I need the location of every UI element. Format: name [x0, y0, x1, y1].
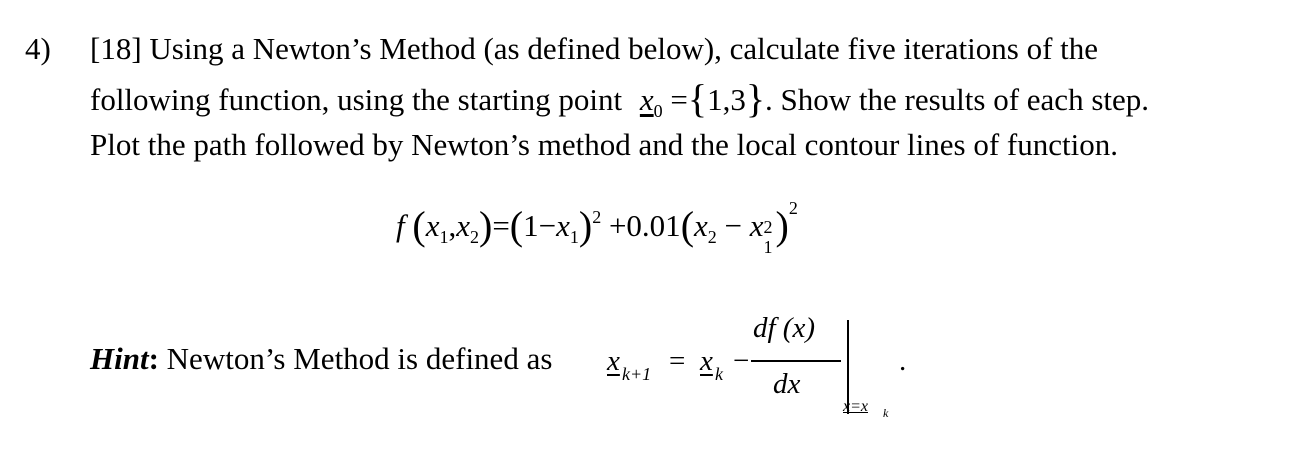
rhs-variable: x [700, 345, 713, 377]
lhs-variable: x [607, 345, 620, 377]
equals-sign: = [492, 208, 510, 243]
term2-coefficient: +0.01 [608, 208, 681, 243]
term2-x1: x [749, 208, 764, 243]
arg-x2: x [456, 208, 470, 243]
line-2-text: following function, using the starting point [90, 82, 623, 117]
term1-power: 2 [592, 207, 602, 227]
term2-x1-power: 2 [763, 217, 773, 237]
term2-x2: x [694, 208, 708, 243]
term2-x1-scripts [763, 217, 776, 257]
newton-equals: = [669, 345, 686, 377]
term2-close: ) [775, 203, 789, 248]
x0-subscript: 0 [653, 101, 663, 121]
starting-point [639, 76, 766, 121]
term1-minus: − [538, 208, 557, 243]
f-symbol: f [396, 208, 405, 243]
line-2-end: . Show the results of each step. [765, 82, 1150, 117]
hint-label: Hint [90, 341, 149, 376]
objective-function [396, 198, 798, 255]
term1-one: 1 [523, 208, 539, 243]
x0-close-brace: } [745, 76, 766, 121]
term1-close: ) [578, 203, 593, 248]
x0-values: 1,3 [707, 82, 746, 117]
hint-colon: : [148, 341, 159, 376]
term1-open: ( [509, 203, 524, 248]
args-comma: , [448, 208, 457, 243]
derivative-numerator: df (x) [753, 312, 815, 344]
derivative-denominator: dx [773, 368, 801, 400]
term1-x-sub: 1 [569, 227, 579, 247]
problem-line-3: Plot the path followed by Newton’s method and the local contour lines of function. [90, 127, 1118, 162]
lhs-subscript: k+1 [622, 364, 652, 384]
fraction-bar [751, 360, 841, 362]
problem-line-2 [90, 76, 1150, 122]
arg-x1-sub: 1 [439, 227, 449, 247]
newton-update-formula [605, 312, 925, 422]
newton-minus: − [733, 345, 750, 377]
term2-open: ( [680, 203, 695, 248]
args-close: ) [478, 203, 493, 248]
x0-open-brace: { [687, 76, 708, 121]
hint-line [90, 341, 552, 377]
problem-line-1: [18] Using a Newton’s Method (as defined below), calculate five iterations of the [90, 31, 1099, 66]
hint-text: Newton’s Method is defined as [158, 341, 553, 376]
formula-period: . [899, 345, 907, 377]
arg-x1: x [425, 208, 440, 243]
arg-x2-sub: 2 [469, 227, 479, 247]
term1-x: x [556, 208, 570, 243]
term2-x1-sub: 1 [763, 237, 773, 257]
term2-power: 2 [788, 198, 798, 218]
x0-variable: x [639, 82, 654, 117]
args-open: ( [412, 203, 426, 248]
x0-equals: = [670, 82, 688, 117]
term2-minus: − [724, 208, 743, 243]
evaluation-point: x=x [843, 398, 868, 415]
term2-x2-sub: 2 [707, 227, 717, 247]
evaluation-subscript: k [883, 406, 889, 420]
rhs-subscript: k [715, 364, 723, 384]
problem-number: 4) [25, 31, 51, 66]
